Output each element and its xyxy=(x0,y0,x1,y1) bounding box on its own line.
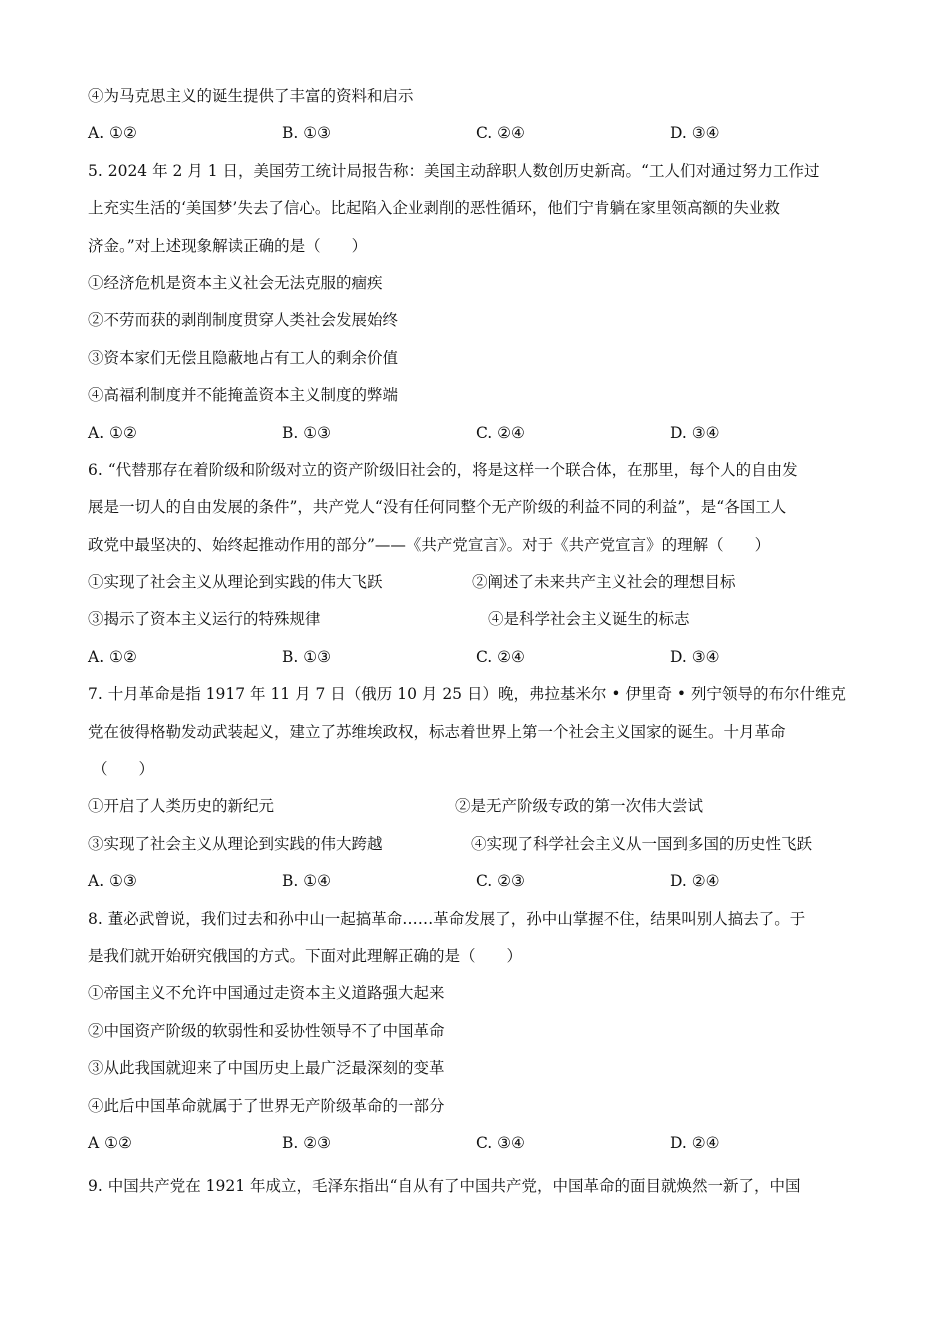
q8-stem-line-2: 是我们就开始研究俄国的方式。下面对此理解正确的是（ ） xyxy=(88,946,523,965)
q4-item-4: ④为马克思主义的诞生提供了丰富的资料和启示 xyxy=(88,87,414,105)
q6-option-a[interactable]: A. ①② xyxy=(88,647,137,666)
q8-item-3: ③从此我国就迎来了中国历史上最广泛最深刻的变革 xyxy=(88,1059,445,1078)
question-4-tail xyxy=(88,78,868,153)
q8-options xyxy=(88,1125,868,1162)
q4-option-c[interactable]: C. ②④ xyxy=(476,124,525,143)
q7-option-c[interactable]: C. ②③ xyxy=(476,872,525,891)
q5-item-4: ④高福利制度并不能掩盖资本主义制度的弊端 xyxy=(88,386,399,405)
q5-stem-line-3: 济金。”对上述现象解读正确的是（ ） xyxy=(88,236,368,255)
q5-item-2: ②不劳而获的剥削制度贯穿人类社会发展始终 xyxy=(88,311,399,330)
q7-option-a[interactable]: A. ①③ xyxy=(88,872,137,891)
q5-item-3: ③资本家们无偿且隐蔽地占有工人的剩余价值 xyxy=(88,348,399,367)
question-7 xyxy=(88,676,868,900)
q7-items-row-2 xyxy=(88,826,868,863)
q6-stem-line-1: 6. “代替那存在着阶级和阶级对立的资产阶级旧社会的，将是这样一个联合体，在那里，每个人的自由发 xyxy=(88,460,798,479)
q5-option-b[interactable]: B. ①③ xyxy=(282,423,332,442)
q5-stem-line-1: 5. 2024 年 2 月 1 日，美国劳工统计局报告称：美国主动辞职人数创历史新高。“工人们对通过努力工作过 xyxy=(88,161,820,180)
q8-item-2: ②中国资产阶级的软弱性和妥协性领导不了中国革命 xyxy=(88,1021,445,1040)
q5-item-1: ①经济危机是资本主义社会无法克服的痼疾 xyxy=(88,273,383,292)
q6-options xyxy=(88,639,868,676)
q6-item-2: ②阐述了未来共产主义社会的理想目标 xyxy=(472,573,736,592)
q6-stem-line-2: 展是一切人的自由发展的条件”，共产党人“没有任何同整个无产阶级的利益不同的利益”，是“各国工人 xyxy=(88,498,787,517)
q6-option-c[interactable]: C. ②④ xyxy=(476,647,525,666)
q6-items-row-2 xyxy=(88,601,868,638)
q9-stem-line-1: 9. 中国共产党在 1921 年成立，毛泽东指出“自从有了中国共产党，中国革命的面目就焕然一新了，中国 xyxy=(88,1177,801,1196)
q6-stem-line-3: 政党中最坚决的、始终起推动作用的部分”——《共产党宣言》。对于《共产党宣言》的理解（ ） xyxy=(88,535,771,554)
q8-item-1: ①帝国主义不允许中国通过走资本主义道路强大起来 xyxy=(88,984,445,1003)
q8-option-b[interactable]: B. ②③ xyxy=(282,1133,332,1152)
q6-option-b[interactable]: B. ①③ xyxy=(282,647,332,666)
q7-option-d[interactable]: D. ②④ xyxy=(670,872,720,891)
q7-stem-line-2: 党在彼得格勒发动武装起义，建立了苏维埃政权，标志着世界上第一个社会主义国家的诞生。十月革命 xyxy=(88,722,786,741)
question-6 xyxy=(88,452,868,676)
q5-options xyxy=(88,415,868,452)
q6-item-4: ④是科学社会主义诞生的标志 xyxy=(488,610,690,629)
q7-option-b[interactable]: B. ①④ xyxy=(282,872,332,891)
question-9 xyxy=(88,1168,868,1205)
q7-items-row-1 xyxy=(88,788,868,825)
q7-item-3: ③实现了社会主义从理论到实践的伟大跨越 xyxy=(88,834,383,853)
q8-option-c[interactable]: C. ③④ xyxy=(476,1133,525,1152)
q5-option-a[interactable]: A. ①② xyxy=(88,423,137,442)
question-8 xyxy=(88,901,868,1163)
q5-option-c[interactable]: C. ②④ xyxy=(476,423,525,442)
q7-stem-line-1: 7. 十月革命是指 1917 年 11 月 7 日（俄历 10 月 25 日）晚，弗拉基米尔 • 伊里奇 • 列宁领导的布尔什维克 xyxy=(88,685,846,704)
question-5 xyxy=(88,153,868,452)
q8-stem-line-1: 8. 董必武曾说，我们过去和孙中山一起搞革命……革命发展了，孙中山掌握不住，结果叫别人搞去了。于 xyxy=(88,909,806,928)
q4-option-d[interactable]: D. ③④ xyxy=(670,124,720,143)
q7-item-1: ①开启了人类历史的新纪元 xyxy=(88,797,275,816)
q8-item-4: ④此后中国革命就属于了世界无产阶级革命的一部分 xyxy=(88,1096,445,1115)
q7-item-2: ②是无产阶级专政的第一次伟大尝试 xyxy=(455,797,704,816)
q5-option-d[interactable]: D. ③④ xyxy=(670,423,720,442)
q4-options xyxy=(88,115,868,152)
q5-stem-line-2: 上充实生活的‘美国梦’失去了信心。比起陷入企业剥削的恶性循环，他们宁肯躺在家里领高额的失业救 xyxy=(88,199,780,218)
q8-option-a[interactable]: A ①② xyxy=(88,1133,132,1152)
q6-item-3: ③揭示了资本主义运行的特殊规律 xyxy=(88,610,321,629)
q6-items-row-1 xyxy=(88,564,868,601)
q7-options xyxy=(88,863,868,900)
q8-option-d[interactable]: D. ②④ xyxy=(670,1133,720,1152)
exam-page xyxy=(88,78,868,1206)
q4-option-a[interactable]: A. ①② xyxy=(88,124,137,143)
q6-item-1: ①实现了社会主义从理论到实践的伟大飞跃 xyxy=(88,573,383,592)
q4-option-b[interactable]: B. ①③ xyxy=(282,124,332,143)
q6-option-d[interactable]: D. ③④ xyxy=(670,647,720,666)
q7-stem-line-3: （ ） xyxy=(92,760,155,779)
q7-item-4: ④实现了科学社会主义从一国到多国的历史性飞跃 xyxy=(471,834,813,853)
